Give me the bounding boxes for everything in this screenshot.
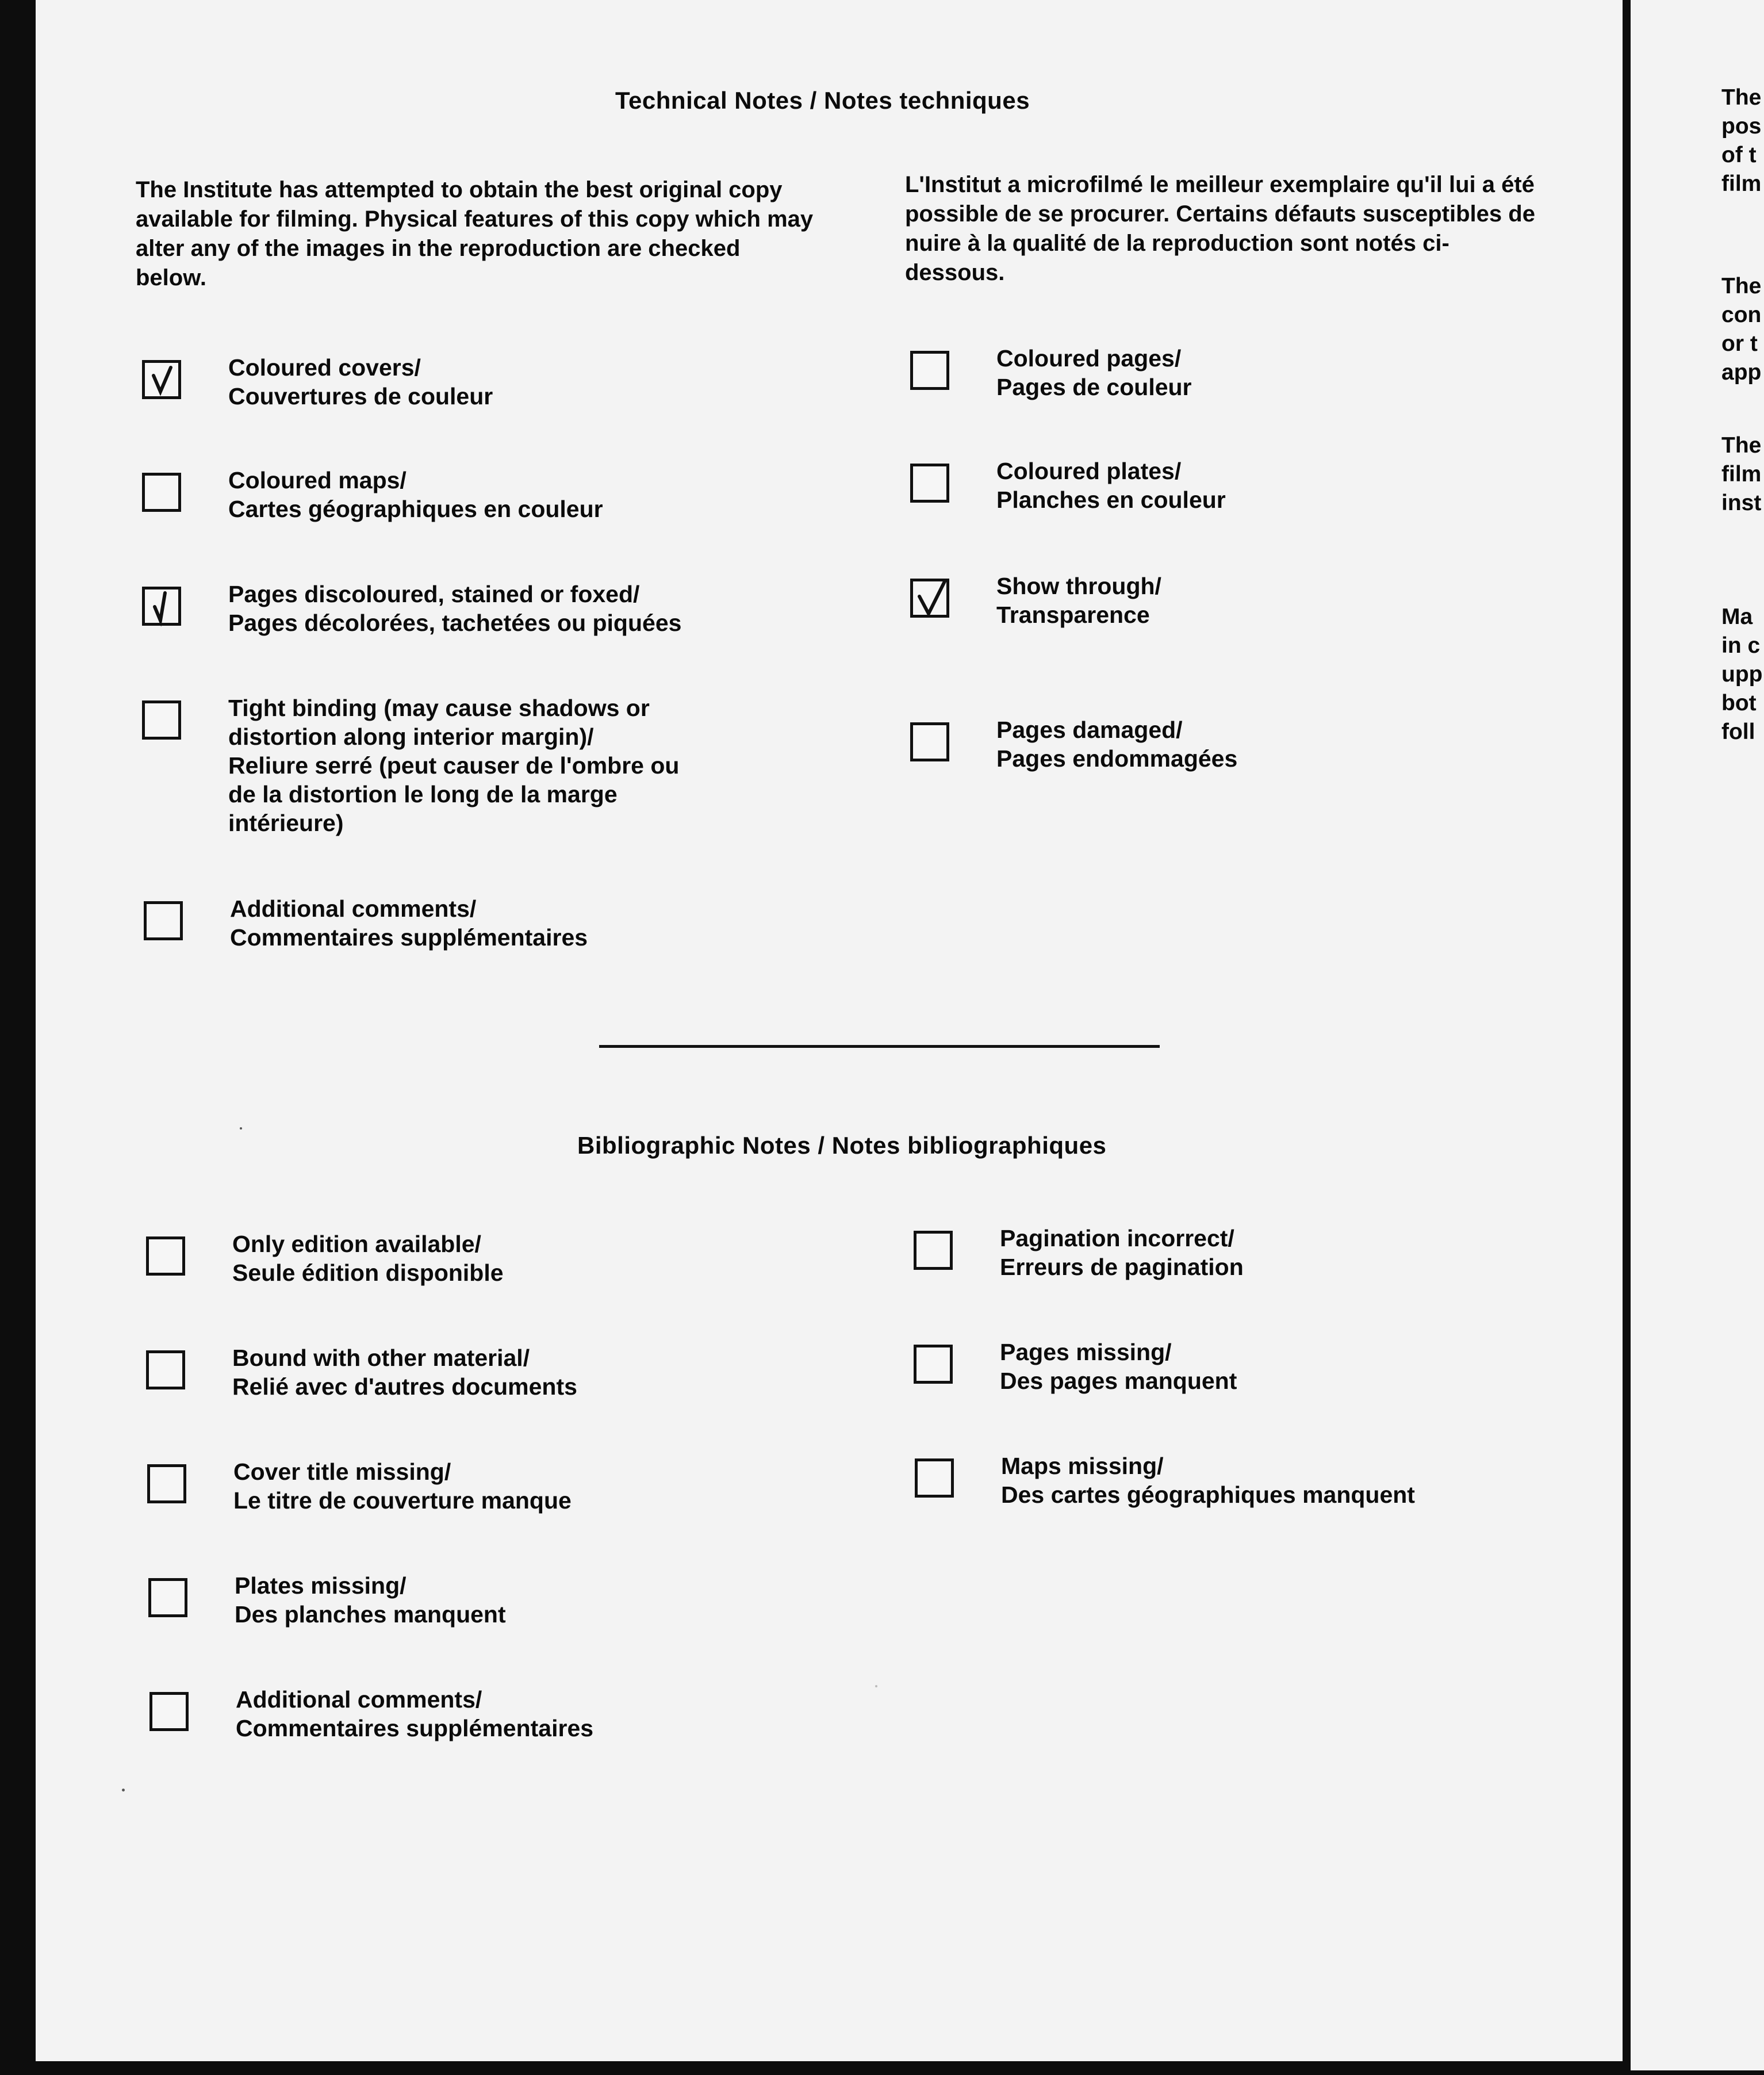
technical-left-item-label: Pages discoloured, stained or foxed/ Pages décolorées, tachetées ou piquées <box>228 581 682 636</box>
bibliographic-notes-heading: Bibliographic Notes / Notes bibliographiques <box>577 1132 1107 1159</box>
checkmark-icon <box>915 578 949 619</box>
technical-left-item-label: Tight binding (may cause shadows or distortion along interior margin)/ Reliure serré (peut causer de l'ombre ou de la distortion le long de la marge intérieure) <box>228 695 680 836</box>
checkbox[interactable] <box>149 1692 189 1731</box>
section-divider <box>599 1045 1160 1048</box>
bibliographic-right-item-label: Maps missing/ Des cartes géographiques manquent <box>1001 1453 1415 1508</box>
bibliographic-left-item-label: Additional comments/ Commentaires supplémentaires <box>236 1686 594 1741</box>
technical-right-item-label: Pages damaged/ Pages endommagées <box>996 717 1238 772</box>
checkbox[interactable] <box>146 1350 185 1389</box>
checkbox[interactable] <box>142 700 181 740</box>
checkbox[interactable] <box>910 722 949 761</box>
checkbox[interactable] <box>142 587 181 626</box>
technical-right-item-label: Coloured pages/ Pages de couleur <box>996 345 1192 400</box>
checkbox[interactable] <box>147 1464 186 1503</box>
scan-speck <box>875 1685 877 1687</box>
adjacent-page-paragraph: The con or t app <box>1721 274 1762 385</box>
bibliographic-left-item-label: Only edition available/ Seule édition disponible <box>232 1231 504 1286</box>
checkbox[interactable] <box>142 473 181 512</box>
checkbox[interactable] <box>915 1458 954 1498</box>
scan-speck <box>240 1127 242 1130</box>
checkbox[interactable] <box>914 1231 953 1270</box>
adjacent-page-paragraph: The film inst <box>1721 433 1762 515</box>
checkbox[interactable] <box>910 351 949 390</box>
technical-intro-english: The Institute has attempted to obtain the best original copy available for filming. Physical features of this copy which may alter any of the images in the reproduction are checked below. <box>136 177 814 290</box>
technical-left-item-label: Coloured maps/ Cartes géographiques en couleur <box>228 467 603 522</box>
bibliographic-right-item-label: Pagination incorrect/ Erreurs de pagination <box>1000 1225 1244 1280</box>
technical-right-item-label: Show through/ Transparence <box>996 573 1161 628</box>
technical-intro-french: L'Institut a microfilmé le meilleur exemplaire qu'il lui a été possible de se procurer. Certains défauts susceptibles de nuire à la qualité de la reproduction sont notés ci-dessous. <box>905 172 1535 285</box>
bibliographic-right-item-label: Pages missing/ Des pages manquent <box>1000 1339 1237 1394</box>
checkbox[interactable] <box>910 464 949 503</box>
checkmark-icon <box>147 359 181 401</box>
checkbox[interactable] <box>914 1345 953 1384</box>
notes-sheet <box>36 0 1623 2061</box>
technical-notes-heading: Technical Notes / Notes techniques <box>615 87 1030 114</box>
checkbox[interactable] <box>144 901 183 940</box>
checkmark-icon <box>147 586 181 627</box>
scan-speck <box>122 1789 125 1791</box>
bibliographic-left-item-label: Bound with other material/ Relié avec d'autres documents <box>232 1345 577 1400</box>
checkbox[interactable] <box>148 1578 187 1617</box>
adjacent-page-paragraph: Ma in c upp bot foll <box>1721 604 1763 744</box>
checkbox[interactable] <box>910 579 949 618</box>
technical-right-item-label: Coloured plates/ Planches en couleur <box>996 458 1226 513</box>
adjacent-page <box>1631 0 1764 2070</box>
bibliographic-left-item-label: Plates missing/ Des planches manquent <box>235 1572 506 1628</box>
checkbox[interactable] <box>142 360 181 399</box>
checkbox[interactable] <box>146 1236 185 1276</box>
technical-left-item-label: Coloured covers/ Couvertures de couleur <box>228 354 493 409</box>
bibliographic-left-item-label: Cover title missing/ Le titre de couverture manque <box>233 1458 572 1514</box>
technical-left-item-label: Additional comments/ Commentaires supplémentaires <box>230 895 588 951</box>
adjacent-page-paragraph: The pos of t film <box>1721 85 1762 196</box>
